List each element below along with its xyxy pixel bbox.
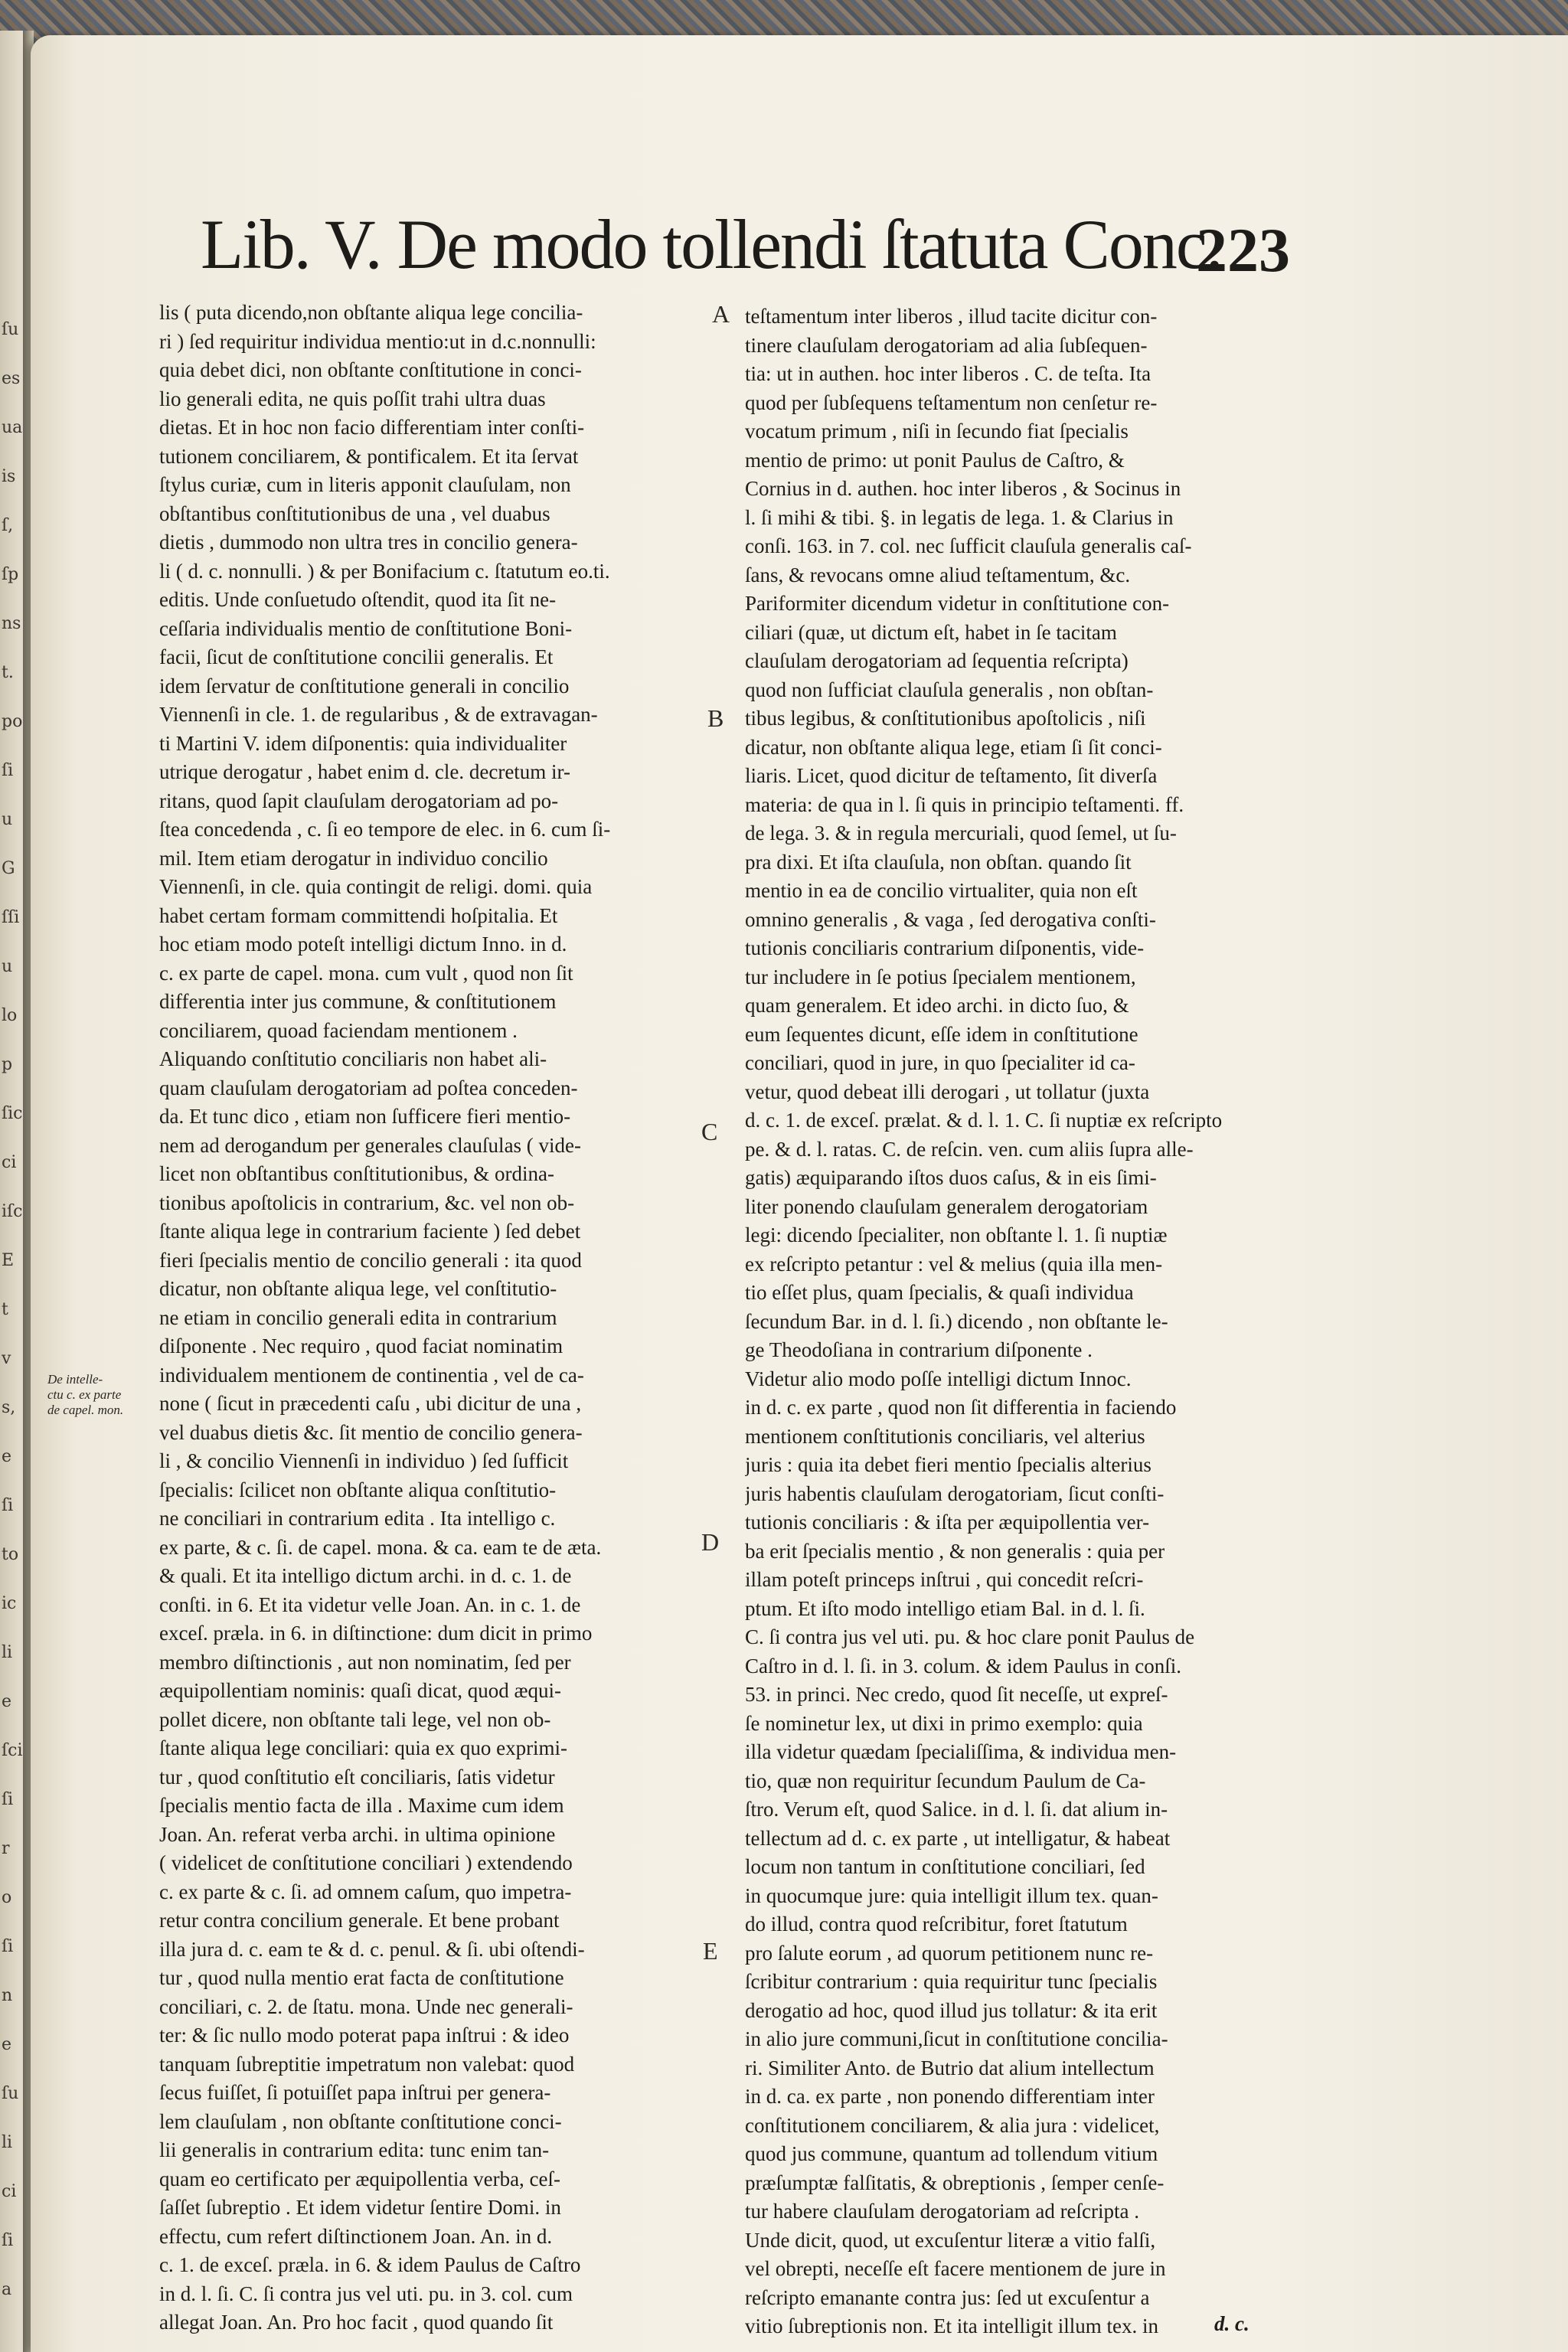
text-line: in d. c. ex parte , quod non ſit differentia in faciendo [745, 1396, 1177, 1419]
text-line: utrique derogatur , habet enim d. cle. decretum ir- [159, 760, 570, 783]
text-line: obſtantibus conſtitutionibus de una , vel duabus [159, 501, 550, 525]
text-line: Caſtro in d. l. ſi. in 3. colum. & idem Paulus in conſi. [745, 1654, 1181, 1677]
marginal-note-line: De intelle- [47, 1372, 103, 1387]
text-line: clauſulam derogatoriam ad ſequentia reſcripta) [745, 649, 1129, 672]
text-line: allegat Joan. An. Pro hoc facit , quod quando ſit [159, 2311, 554, 2334]
facing-page-fragment: ſu [2, 2084, 19, 2103]
text-line: dietis , dummodo non ultra tres in concilio genera- [159, 531, 578, 554]
page-header [201, 204, 1303, 285]
text-line: ceſſaria individualis mentio de conſtitutione Boni- [159, 616, 573, 640]
text-line: tutionem conciliarem, & pontificalem. Et ita ſervat [159, 444, 579, 468]
text-line: ſecus fuiſſet, ſi potuiſſet papa inſtrui per genera- [159, 2081, 551, 2104]
text-line: effectu, cum refert diſtinctionem Joan. An. in d. [159, 2224, 553, 2248]
text-line: vocatum primum , niſi in ſecundo fiat ſpecialis [745, 420, 1129, 443]
facing-page-fragment: o [2, 1888, 12, 1907]
text-line: da. Et tunc dico , etiam non ſufficere fieri mentio- [159, 1105, 571, 1128]
text-line: d. c. 1. de exceſ. prælat. & d. l. 1. C. ſi nuptiæ ex reſcripto [745, 1109, 1223, 1132]
text-line: ſecundum Bar. in d. l. ſi.) dicendo , non obſtante le- [745, 1309, 1168, 1333]
text-line: ſpecialis: ſcilicet non obſtante aliqua conſtitutio- [159, 1478, 557, 1501]
text-line: ſe nominetur lex, ut dixi in primo exemplo: quia [745, 1711, 1143, 1735]
text-line: tinere clauſulam derogatoriam ad alia ſubſequen- [745, 333, 1148, 357]
text-line: illa videtur quædam ſpecialiſſima, & individua men- [745, 1740, 1177, 1763]
text-line: liter ponendo clauſulam generalem derogatoriam [745, 1194, 1148, 1218]
facing-page-fragment: li [2, 1643, 13, 1662]
facing-page-fragment: ſu [2, 320, 19, 339]
text-line: conſi. 163. in 7. col. nec ſufficit clauſula generalis caſ- [745, 534, 1192, 557]
text-line: individualem mentionem de continentia , vel de ca- [159, 1363, 584, 1387]
text-line: none ( ſicut in præcedenti caſu , ubi dicitur de una , [159, 1392, 582, 1415]
facing-page-fragment: is [2, 467, 16, 486]
text-line: gatis) æquiparando iſtos duos caſus, & in eis ſimi- [745, 1166, 1157, 1189]
text-line: vetur, quod debeat illi derogari , ut tollatur (juxta [745, 1080, 1150, 1103]
marginal-note-line: ctu c. ex parte [47, 1387, 122, 1402]
text-line: ri. Similiter Anto. de Butrio dat alium intellectum [745, 2056, 1155, 2079]
text-line: membro diſtinctionis , aut non nominatim, ſed per [159, 1650, 571, 1674]
facing-page-fragment: to [2, 1545, 19, 1564]
text-line: quia debet dici, non obſtante conſtitutione in conci- [159, 358, 582, 381]
text-line: dietas. Et in hoc non facio differentiam inter conſti- [159, 416, 585, 439]
text-line: liaris. Licet, quod dicitur de teſtamento, ſit diverſa [745, 764, 1158, 787]
catchword: d. c. [1214, 2312, 1250, 2335]
text-line: lis ( puta dicendo,non obſtante aliqua lege concilia- [159, 301, 583, 324]
margin-letter-c: C [701, 1118, 718, 1145]
text-line: ſtante aliqua lege conciliari: quia ex quo exprimi- [159, 1736, 568, 1759]
text-line: æquipollentiam nominis: quaſi dicat, quod æqui- [159, 1679, 561, 1702]
text-line: teſtamentum inter liberos , illud tacite dicitur con- [745, 305, 1158, 328]
facing-page-fragment: lo [2, 1006, 18, 1025]
text-line: ſpecialis mentio facta de illa . Maxime cum idem [159, 1794, 564, 1817]
text-line: li ( d. c. nonnulli. ) & per Bonifacium c. ſtatutum eo.ti. [159, 559, 610, 583]
text-line: 53. in princi. Nec credo, quod ſit neceſſe, ut expreſ- [745, 1683, 1168, 1706]
text-line: lem clauſulam , non obſtante conſtitutione conci- [159, 2109, 562, 2133]
facing-page-fragment: ic [2, 1594, 17, 1613]
text-line: habet certam formam committendi hoſpitalia. Et [159, 903, 558, 927]
text-line: dicatur, non obſtante aliqua lege, etiam ſi ſit conci- [745, 735, 1162, 759]
facing-page-fragment: r [2, 1839, 10, 1858]
text-line: ſtea concedenda , c. ſi eo tempore de elec. in 6. cum ſi- [159, 818, 611, 841]
facing-page-fragment: e [2, 1447, 12, 1466]
text-line: lii generalis in contrarium edita: tunc enim tan- [159, 2138, 550, 2161]
facing-page-fragment: li [2, 2133, 13, 2152]
text-line: Viennenſi, in cle. quia contingit de religi. domi. quia [159, 875, 593, 898]
text-line: in d. ca. ex parte , non ponendo differentiam inter [745, 2085, 1155, 2108]
facing-page-fragment: ua [2, 418, 23, 437]
facing-page-fragment: ſp [2, 565, 19, 584]
text-line: ſtante aliqua lege in contrarium faciente ) ſed debet [159, 1220, 581, 1243]
text-line: Aliquando conſtitutio conciliaris non habet ali- [159, 1047, 547, 1070]
text-line: ſaſſet ſubreptio . Et idem videtur ſentire Domi. in [159, 2196, 561, 2219]
text-line: ſans, & revocans omne aliud teſtamentum, &c. [745, 563, 1131, 586]
facing-page-fragment: ſſi [2, 908, 20, 927]
text-line: ri ) ſed requiritur individua mentio:ut in d.c.nonnulli: [159, 329, 596, 353]
text-line: tionibus apoſtolicis in contrarium, &c. vel non ob- [159, 1191, 575, 1214]
facing-page-fragment: e [2, 2035, 12, 2054]
text-line: tio eſſet plus, quam ſpecialis, & quaſi individua [745, 1281, 1134, 1304]
text-line: conciliari, quod in jure, in quo ſpecialiter id ca- [745, 1051, 1135, 1074]
text-line: tutionis conciliaris contrarium diſponentis, vide- [745, 936, 1145, 959]
facing-page-fragment: ſi [2, 1937, 14, 1956]
page-number: 223 [1196, 215, 1290, 285]
facing-page-fragment: a [2, 2280, 12, 2299]
text-line: mentio de primo: ut ponit Paulus de Caſtro, & [745, 448, 1125, 472]
text-line: ſtro. Verum eſt, quod Salice. in d. l. ſi. dat alium in- [745, 1798, 1168, 1821]
text-line: c. 1. de exceſ. præla. in 6. & idem Paulus de Caſtro [159, 2253, 581, 2276]
text-line: ti Martini V. idem diſponentis: quia individualiter [159, 731, 567, 755]
facing-page-fragment: po [2, 712, 23, 731]
facing-page-fragment: u [2, 810, 13, 829]
text-line: conſtitutionem conciliarem, & alia jura : videlicet, [745, 2113, 1160, 2137]
text-line: & quali. Et ita intelligo dictum archi. in d. c. 1. de [159, 1564, 572, 1587]
text-line: juris : quia ita debet fieri mentio ſpecialis alterius [745, 1453, 1152, 1476]
text-line: ex reſcripto petantur : vel & melius (quia illa men- [745, 1252, 1163, 1276]
text-line: differentia inter jus commune, & conſtitutionem [159, 990, 557, 1013]
text-line: pro ſalute eorum , ad quorum petitionem nunc re- [745, 1941, 1154, 1965]
text-line: ritans, quod ſapit clauſulam derogatoriam ad po- [159, 789, 559, 812]
margin-letter-e: E [703, 1937, 718, 1965]
margin-letter-a: A [712, 300, 730, 328]
facing-page-fragment: ſi [2, 761, 14, 780]
facing-page-fragment: u [2, 957, 13, 976]
text-line: omnino generalis , & vaga , ſed derogativa conſti- [745, 907, 1156, 931]
facing-page-fragment: v [2, 1349, 11, 1368]
text-line: C. ſi contra jus vel uti. pu. & hoc clare ponit Paulus de [745, 1625, 1195, 1648]
facing-page-fragment: e [2, 1692, 12, 1711]
text-line: Cornius in d. authen. hoc inter liberos , & Socinus in [745, 477, 1181, 500]
text-line: quam clauſulam derogatoriam ad poſtea conceden- [159, 1076, 578, 1099]
text-line: illa jura d. c. eam te & d. c. penul. & ſi. ubi oſtendi- [159, 1937, 585, 1961]
text-line: tibus legibus, & conſtitutionibus apoſtolicis , niſi [745, 707, 1146, 730]
text-line: quod jus commune, quantum ad tollendum vitium [745, 2142, 1158, 2165]
margin-letter-b: B [707, 704, 724, 732]
text-line: Pariformiter dicendum videtur in conſtitutione con- [745, 592, 1170, 615]
facing-page-fragment: iſc [2, 1202, 23, 1221]
facing-page-fragment: ſic [2, 1104, 23, 1123]
text-line: ne conciliari in contrarium edita . Ita intelligo c. [159, 1507, 556, 1530]
text-line: li , & concilio Viennenſi in individuo ) ſed ſufficit [159, 1449, 569, 1472]
text-line: pra dixi. Et iſta clauſula, non obſtan. quando ſit [745, 850, 1132, 874]
text-line: vel obrepti, neceſſe eſt facere mentionem de jure in [745, 2257, 1166, 2280]
text-line: l. ſi mihi & tibi. §. in legatis de lega. 1. & Clarius in [745, 505, 1174, 529]
facing-page-fragment: ſci [2, 1741, 23, 1760]
text-line: ( videlicet de conſtitutione conciliari ) extendendo [159, 1851, 573, 1874]
marginal-note [47, 1372, 144, 1418]
text-line: fieri ſpecialis mentio de concilio generali : ita quod [159, 1248, 582, 1272]
text-line: eum ſequentes dicunt, eſſe idem in conſtitutione [745, 1022, 1138, 1046]
text-line: dicatur, non obſtante aliqua lege, vel conſtitutio- [159, 1277, 557, 1300]
facing-page-edge [0, 31, 26, 2352]
text-line: illam poteſt princeps inſtrui , qui concedit reſcri- [745, 1568, 1144, 1591]
running-title: Lib. V. De modo tollendi ſtatuta Conc. [201, 205, 1222, 283]
text-line: tia: ut in authen. hoc inter liberos . C. de teſta. Ita [745, 362, 1152, 385]
facing-page-fragment: ſi [2, 1790, 14, 1809]
text-line: tio, quæ non requiritur ſecundum Paulum de Ca- [745, 1769, 1146, 1792]
text-line: idem ſervatur de conſtitutione generali in concilio [159, 674, 570, 697]
text-line: reſcripto emanante contra jus: ſed ut excuſentur a [745, 2285, 1150, 2309]
text-line: tur , quod nulla mentio erat facta de conſtitutione [159, 1966, 564, 1989]
text-line: c. ex parte de capel. mona. cum vult , quod non ſit [159, 961, 573, 985]
text-line: pollet dicere, non obſtante tali lege, vel non ob- [159, 1707, 551, 1731]
text-line: mil. Item etiam derogatur in individuo concilio [159, 846, 548, 870]
text-line: lio generali edita, ne quis poſſit trahi ultra duas [159, 387, 546, 410]
text-line: in alio jure communi,ſicut in conſtitutione concilia- [745, 2027, 1168, 2050]
text-column-right [745, 302, 1290, 2341]
text-line: tur includere in ſe potius ſpecialem mentionem, [745, 965, 1136, 988]
text-line: nem ad derogandum per generales clauſulas ( vide- [159, 1133, 582, 1157]
text-line: hoc etiam modo poteſt intelligi dictum Inno. in d. [159, 933, 567, 956]
text-line: ter: & ſic nullo modo poterat papa inſtrui : & ideo [159, 2024, 570, 2047]
text-line: in d. l. ſi. C. ſi contra jus vel uti. pu. in 3. col. cum [159, 2282, 573, 2305]
text-line: conſti. in 6. Et ita videtur velle Joan. An. in c. 1. de [159, 1592, 581, 1616]
text-line: ſtylus curiæ, cum in literis apponit clauſulam, non [159, 473, 571, 496]
text-line: tur , quod conſtitutio eſt conciliaris, ſatis videtur [159, 1765, 555, 1788]
text-line: ne etiam in concilio generali edita in contrarium [159, 1305, 557, 1329]
text-line: tellectum ad d. c. ex parte , ut intelligatur, & habeat [745, 1826, 1171, 1850]
facing-page-fragment: es [2, 369, 21, 388]
text-line: quam generalem. Et ideo archi. in dicto ſuo, & [745, 994, 1129, 1017]
text-line: licet non obſtantibus conſtitutionibus, & ordina- [159, 1162, 554, 1185]
text-line: c. ex parte & c. ſi. ad omnem caſum, quo impetra- [159, 1880, 572, 1903]
text-line: conciliari, c. 2. de ſtatu. mona. Unde nec generali- [159, 1994, 573, 2018]
text-line: Unde dicit, quod, ut excuſentur literæ a vitio falſi, [745, 2228, 1156, 2252]
facing-page-fragment: G [2, 859, 15, 878]
facing-page-fragment: t. [2, 663, 14, 682]
facing-page-fragment: s, [2, 1398, 16, 1417]
facing-page-fragment: n [2, 1986, 13, 2005]
text-line: ciliari (quæ, ut dictum eſt, habet in ſe tacitam [745, 620, 1117, 644]
text-line: ex parte, & c. ſi. de capel. mona. & ca. eam te de æta. [159, 1535, 602, 1559]
facing-page-fragment: ſi [2, 2231, 14, 2250]
text-line: vitio ſubreptionis non. Et ita intelligit illum tex. in [745, 2314, 1158, 2337]
text-line: Viennenſi in cle. 1. de regularibus , & de extravagan- [159, 703, 598, 726]
text-line: quam eo certificato per æquipollentia verba, ceſ- [159, 2167, 561, 2190]
text-line: ge Theodoſiana in contrarium diſponente . [745, 1338, 1093, 1361]
text-line: tanquam ſubreptitie impetratum non valebat: quod [159, 2052, 575, 2076]
text-line: in quocumque jure: quia intelligit illum tex. quan- [745, 1883, 1158, 1907]
facing-page-fragment: ſ, [2, 516, 14, 535]
facing-page-fragment: ci [2, 2182, 17, 2201]
text-line: derogatio ad hoc, quod illud jus tollatur: & ita erit [745, 1998, 1158, 2022]
text-line: ba erit ſpecialis mentio , & non generalis : quia per [745, 1539, 1165, 1563]
text-line: præſumptæ falſitatis, & obreptionis , ſemper cenſe- [745, 2171, 1165, 2194]
text-line: do illud, contra quod reſcribitur, foret ſtatutum [745, 1913, 1128, 1936]
text-line: mentionem conſtitutionis conciliaris, vel alterius [745, 1424, 1145, 1448]
facing-page-fragment: p [2, 1055, 13, 1074]
text-line: diſponente . Nec requiro , quod faciat nominatim [159, 1334, 564, 1357]
text-column-left [159, 299, 700, 2337]
text-line: Joan. An. referat verba archi. in ultima opinione [159, 1822, 556, 1846]
text-line: exceſ. præla. in 6. in diſtinctione: dum dicit in primo [159, 1622, 593, 1645]
text-line: editis. Unde conſuetudo oſtendit, quod ita ſit ne- [159, 588, 557, 611]
facing-page-fragment: ci [2, 1153, 17, 1172]
text-line: locum non tantum in conſtitutione conciliari, ſed [745, 1855, 1145, 1878]
text-line: retur contra concilium generale. Et bene probant [159, 1909, 560, 1932]
text-line: tutionis conciliaris : & iſta per æquipollentia ver- [745, 1511, 1150, 1534]
facing-page-fragment: ns [2, 614, 21, 633]
text-line: de lega. 3. & in regula mercuriali, quod ſemel, ut ſu- [745, 822, 1177, 844]
text-line: vel duabus dietis &c. ſit mentio de concilio genera- [159, 1420, 583, 1444]
marginal-note-line: de capel. mon. [47, 1403, 124, 1417]
facing-page-fragment: t [2, 1300, 8, 1319]
text-line: ptum. Et iſto modo intelligo etiam Bal. in d. l. ſi. [745, 1596, 1145, 1620]
text-line: mentio in ea de concilio virtualiter, quia non eſt [745, 879, 1138, 902]
text-line: quod per ſubſequens teſtamentum non cenſetur re- [745, 390, 1158, 414]
text-line: conciliarem, quoad faciendam mentionem . [159, 1018, 518, 1042]
text-line: materia: de qua in l. ſi quis in principio teſtamenti. ff. [745, 792, 1184, 816]
facing-page-fragment: ſi [2, 1496, 14, 1515]
text-line: pe. & d. l. ratas. C. de reſcin. ven. cum aliis ſupra alle- [745, 1137, 1194, 1161]
text-line: ſcribitur contrarium : quia requiritur tunc ſpecialis [745, 1970, 1158, 1993]
text-line: juris habentis clauſulam derogatoriam, ſicut conſti- [745, 1481, 1165, 1505]
text-line: legi: dicendo ſpecialiter, non obſtante l. 1. ſi nuptiæ [745, 1223, 1168, 1246]
text-line: quod non ſufficiat clauſula generalis , non obſtan- [745, 678, 1154, 701]
text-line: tur habere clauſulam derogatoriam ad reſcripta . [745, 2200, 1140, 2223]
text-line: Videtur alio modo poſſe intelligi dictum Innoc. [745, 1367, 1132, 1390]
text-line: facii, ſicut de conſtitutione concilii generalis. Et [159, 645, 554, 668]
facing-page-fragment: E [2, 1251, 15, 1270]
margin-letter-d: D [701, 1528, 720, 1556]
